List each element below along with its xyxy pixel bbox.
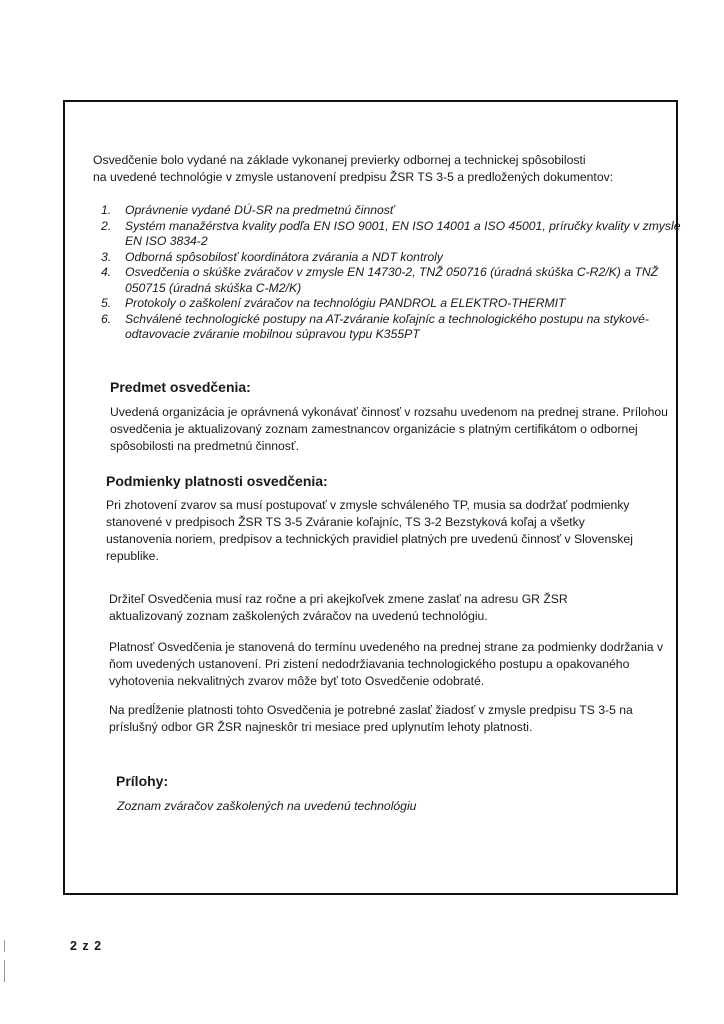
scan-edge-mark <box>4 940 5 952</box>
list-item-text: Schválené technologické postupy na AT-zváranie koľajníc a technologického postupu na stykové-odtavovacie zváranie mobilnou súpravou typu K355PT <box>125 311 649 341</box>
list-item-number: 4. <box>101 265 112 279</box>
list-item-text: Protokoly o zaškolení zváračov na technológiu PANDROL a ELEKTRO-THERMIT <box>125 296 566 310</box>
list-item <box>101 250 681 266</box>
list-item-number: 5. <box>101 296 112 310</box>
conditions-heading: Podmienky platnosti osvedčenia: <box>106 473 328 489</box>
subject-text: Uvedená organizácia je oprávnená vykonávať činnosť v rozsahu uvedenom na prednej strane. Prílohou osvedčenia je aktualizovaný zoznam zamestnancov organizácie s platným certifikátom o odbornej spôsobilosti na predmetnú činnosť. <box>110 405 668 453</box>
holder-obligation-text: Držiteľ Osvedčenia musí raz ročne a pri akejkoľvek zmene zaslať na adresu GR ŽSR aktualizovaný zoznam zaškolených zváračov na uvedenú technológiu. <box>109 592 568 623</box>
supporting-documents-list <box>101 203 681 343</box>
extension-text: Na predĺženie platnosti tohto Osvedčenia je potrebné zaslať žiadosť v zmysle predpisu TS 3-5 na príslušný odbor GR ŽSR najneskôr tri mesiace pred uplynutím lehoty platnosti. <box>109 703 633 734</box>
validity-text: Platnosť Osvedčenia je stanovená do termínu uvedeného na prednej strane za podmienky dodržania v ňom uvedených ustanovení. Pri zistení nedodržiavania technologického postupu a opakovaného vyhotovenia nekvalitných zvarov môže byť toto Osvedčenie odobraté. <box>109 640 664 688</box>
list-item-text: Systém manažérstva kvality podľa EN ISO 9001, EN ISO 14001 a ISO 45001, príručky kvality v zmysle EN ISO 3834-2 <box>125 218 681 248</box>
intro-paragraph <box>93 152 683 186</box>
subject-heading: Predmet osvedčenia: <box>110 379 251 395</box>
conditions-text: Pri zhotovení zvarov sa musí postupovať v zmysle schváleného TP, musia sa dodržať podmienky stanovené v predpisoch ŽSR TS 3-5 Zváranie koľajníc, TS 3-2 Bezstyková koľaj a všetky ustanovenia noriem, predpisov a technických pravidiel platných pre uvedenú činnosť v Slovenskej republike. <box>106 498 633 563</box>
list-item-number: 3. <box>101 249 112 264</box>
list-item <box>101 312 681 343</box>
list-item-text: Osvedčenia o skúške zváračov v zmysle EN 14730-2, TNŽ 050716 (úradná skúška C-R2/K) a TNŽ 050715 (úradná skúška C-M2/K) <box>125 265 659 295</box>
scan-edge-mark <box>4 960 5 982</box>
list-item <box>101 203 681 219</box>
list-item-number: 1. <box>101 203 112 217</box>
list-item <box>101 265 681 296</box>
intro-line-1: Osvedčenie bolo vydané na základe vykonanej previerky odbornej a technickej spôsobilosti <box>93 153 586 167</box>
annex-item: Zoznam zváračov zaškolených na uvedenú technológiu <box>117 799 417 813</box>
list-item-number: 2. <box>101 218 112 233</box>
intro-line-2: na uvedené technológie v zmysle ustanovení predpisu ŽSR TS 3-5 a predložených dokumentov: <box>93 170 614 184</box>
page-number: 2 z 2 <box>70 939 103 953</box>
list-item-text: Oprávnenie vydané DÚ-SR na predmetnú činnosť <box>125 203 395 217</box>
list-item-number: 6. <box>101 311 112 326</box>
list-item <box>101 219 681 250</box>
list-item-text: Odborná spôsobilosť koordinátora zvárania a NDT kontroly <box>125 249 443 264</box>
annexes-heading: Prílohy: <box>116 773 169 789</box>
list-item <box>101 296 681 312</box>
